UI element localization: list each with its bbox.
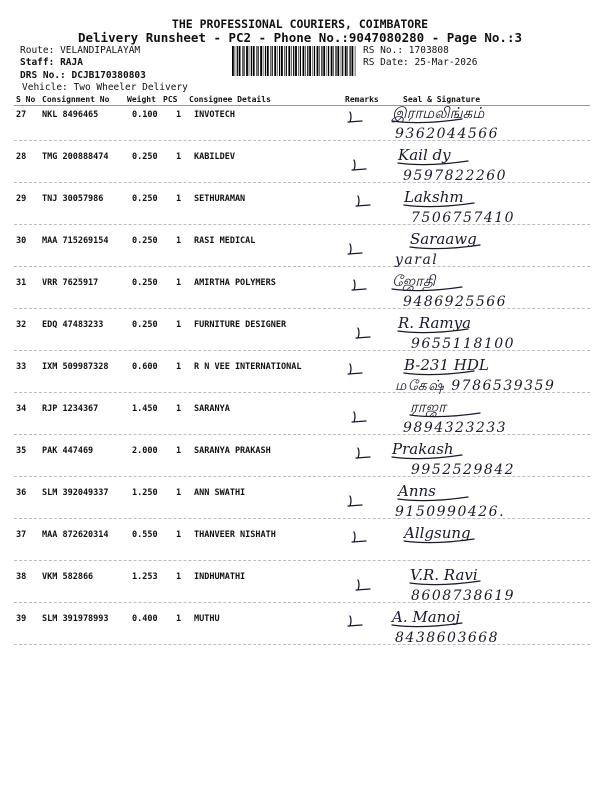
col-remarks: Remarks [345, 95, 379, 104]
cell-consignee: KABILDEV [194, 152, 235, 162]
remark-tick [352, 160, 366, 170]
cell-weight: 0.250 [132, 194, 158, 204]
cell-consignee: INVOTECH [194, 110, 235, 120]
signature-name: V.R. Ravi [410, 566, 478, 584]
signature-phone: 8438603668 [395, 630, 500, 646]
cell-consignment: RJP 1234367 [42, 404, 99, 414]
rs-no-label: RS No.: [363, 45, 404, 56]
col-seal-signature: Seal & Signature [403, 95, 481, 104]
cell-sno: 29 [16, 194, 27, 204]
cell-pcs: 1 [176, 572, 182, 582]
cell-weight: 1.450 [132, 404, 158, 414]
signature-name: Kail dy [398, 146, 451, 164]
cell-pcs: 1 [176, 236, 182, 246]
cell-pcs: 1 [176, 404, 182, 414]
cell-consignee: ANN SWATHI [194, 488, 246, 498]
cell-consignment: MAA 715269154 [42, 236, 109, 246]
cell-pcs: 1 [176, 362, 182, 372]
signature-phone: yaral [395, 252, 439, 268]
col-consignee: Consignee Details [189, 95, 271, 104]
cell-sno: 34 [16, 404, 27, 414]
cell-sno: 32 [16, 320, 27, 330]
rs-no-value: 1703808 [408, 45, 449, 56]
cell-consignment: TNJ 30057986 [42, 194, 104, 204]
signature-name: Anns [398, 482, 436, 500]
cell-consignee: SARANYA [194, 404, 230, 414]
cell-sno: 36 [16, 488, 27, 498]
cell-sno: 30 [16, 236, 27, 246]
signature-name: ராஜா [410, 398, 446, 416]
signature-name: Saraawg [410, 230, 477, 248]
remark-tick [348, 364, 362, 374]
cell-pcs: 1 [176, 278, 182, 288]
drs-label: DRS No.: [20, 70, 66, 81]
cell-consignment: MAA 872620314 [42, 530, 109, 540]
cell-weight: 0.250 [132, 320, 158, 330]
signature-name: இராமலிங்கம் [392, 104, 485, 122]
cell-consignee: AMIRTHA POLYMERS [194, 278, 276, 288]
col-weight: Weight [127, 95, 156, 104]
cell-sno: 27 [16, 110, 27, 120]
remark-tick [352, 412, 366, 422]
cell-weight: 0.250 [132, 236, 158, 246]
cell-weight: 1.253 [132, 572, 158, 582]
company-title: THE PROFESSIONAL COURIERS, COIMBATORE [171, 17, 429, 31]
signature-name: A. Manoj [392, 608, 461, 626]
remark-tick [348, 244, 362, 254]
remark-tick [356, 328, 370, 338]
cell-weight: 0.600 [132, 362, 158, 372]
signature-phone: 9655118100 [411, 336, 516, 352]
cell-sno: 31 [16, 278, 27, 288]
col-pcs: PCS [163, 95, 178, 104]
remark-tick [348, 496, 362, 506]
cell-weight: 0.250 [132, 278, 158, 288]
cell-pcs: 1 [176, 530, 182, 540]
signature-phone: 9150990426. [395, 504, 506, 520]
signature-phone: 8608738619 [411, 588, 516, 604]
cell-consignee: FURNITURE DESIGNER [194, 320, 287, 330]
remark-tick [352, 280, 366, 290]
cell-consignment: VRR 7625917 [42, 278, 99, 288]
signature-phone: மகேஷ் 9786539359 [395, 378, 556, 394]
cell-sno: 35 [16, 446, 27, 456]
cell-pcs: 1 [176, 488, 182, 498]
route-label: Route: [20, 45, 55, 56]
signature-phone: 9894323233 [403, 420, 508, 436]
cell-consignee: INDHUMATHI [194, 572, 246, 582]
cell-consignee: THANVEER NISHATH [194, 530, 276, 540]
remark-tick [356, 196, 370, 206]
vehicle-label: Vehicle: [22, 82, 68, 93]
signature-phone: 9597822260 [403, 168, 508, 184]
cell-consignment: NKL 8496465 [42, 110, 99, 120]
cell-consignment: IXM 509987328 [42, 362, 109, 372]
drs-value: DCJB170380803 [71, 70, 146, 81]
staff-value: RAJA [60, 57, 83, 68]
signature-phone: 9486925566 [403, 294, 508, 310]
cell-weight: 1.250 [132, 488, 158, 498]
cell-pcs: 1 [176, 446, 182, 456]
cell-pcs: 1 [176, 614, 182, 624]
remark-tick [352, 532, 366, 542]
cell-weight: 0.550 [132, 530, 158, 540]
signature-name: B-231 HDL [404, 356, 489, 374]
vehicle-value: Two Wheeler Delivery [73, 82, 188, 93]
signature-phone: 7506757410 [411, 210, 516, 226]
col-consignment: Consignment No [42, 95, 110, 104]
remark-tick [348, 616, 362, 626]
cell-consignment: SLM 391978993 [42, 614, 109, 624]
route-value: VELANDIPALAYAM [60, 45, 141, 56]
signature-name: Allgsung [404, 524, 471, 542]
staff-label: Staff: [20, 57, 55, 68]
signature-phone: 9362044566 [395, 126, 500, 142]
cell-sno: 33 [16, 362, 27, 372]
cell-sno: 38 [16, 572, 27, 582]
cell-consignee: MUTHU [194, 614, 220, 624]
signature-phone: 9952529842 [411, 462, 516, 478]
cell-consignee: SARANYA PRAKASH [194, 446, 271, 456]
cell-consignee: RASI MEDICAL [194, 236, 256, 246]
rs-date-label: RS Date: [363, 57, 409, 68]
cell-consignment: VKM 582866 [42, 572, 94, 582]
signature-name: Lakshm [404, 188, 464, 206]
signature-name: ஜோதி [392, 272, 436, 290]
cell-consignee: R N VEE INTERNATIONAL [194, 362, 302, 372]
remark-tick [348, 112, 362, 122]
remark-tick [356, 448, 370, 458]
remark-tick [356, 580, 370, 590]
cell-pcs: 1 [176, 110, 182, 120]
cell-sno: 37 [16, 530, 27, 540]
cell-sno: 28 [16, 152, 27, 162]
cell-pcs: 1 [176, 152, 182, 162]
cell-consignment: TMG 200888474 [42, 152, 109, 162]
cell-consignment: SLM 392049337 [42, 488, 109, 498]
cell-pcs: 1 [176, 320, 182, 330]
cell-consignment: EDQ 47483233 [42, 320, 104, 330]
cell-weight: 0.250 [132, 152, 158, 162]
cell-consignee: SETHURAMAN [194, 194, 246, 204]
rs-date-value: 25-Mar-2026 [414, 57, 478, 68]
col-sno: S No [16, 95, 36, 104]
cell-weight: 2.000 [132, 446, 158, 456]
signature-name: R. Ramya [398, 314, 472, 332]
cell-weight: 0.100 [132, 110, 158, 120]
runsheet-subtitle: Delivery Runsheet - PC2 - Phone No.:9047080280 - Page No.:3 [77, 30, 522, 45]
cell-pcs: 1 [176, 194, 182, 204]
cell-sno: 39 [16, 614, 27, 624]
cell-weight: 0.400 [132, 614, 158, 624]
cell-consignment: PAK 447469 [42, 446, 94, 456]
signature-name: Prakash [392, 440, 454, 458]
